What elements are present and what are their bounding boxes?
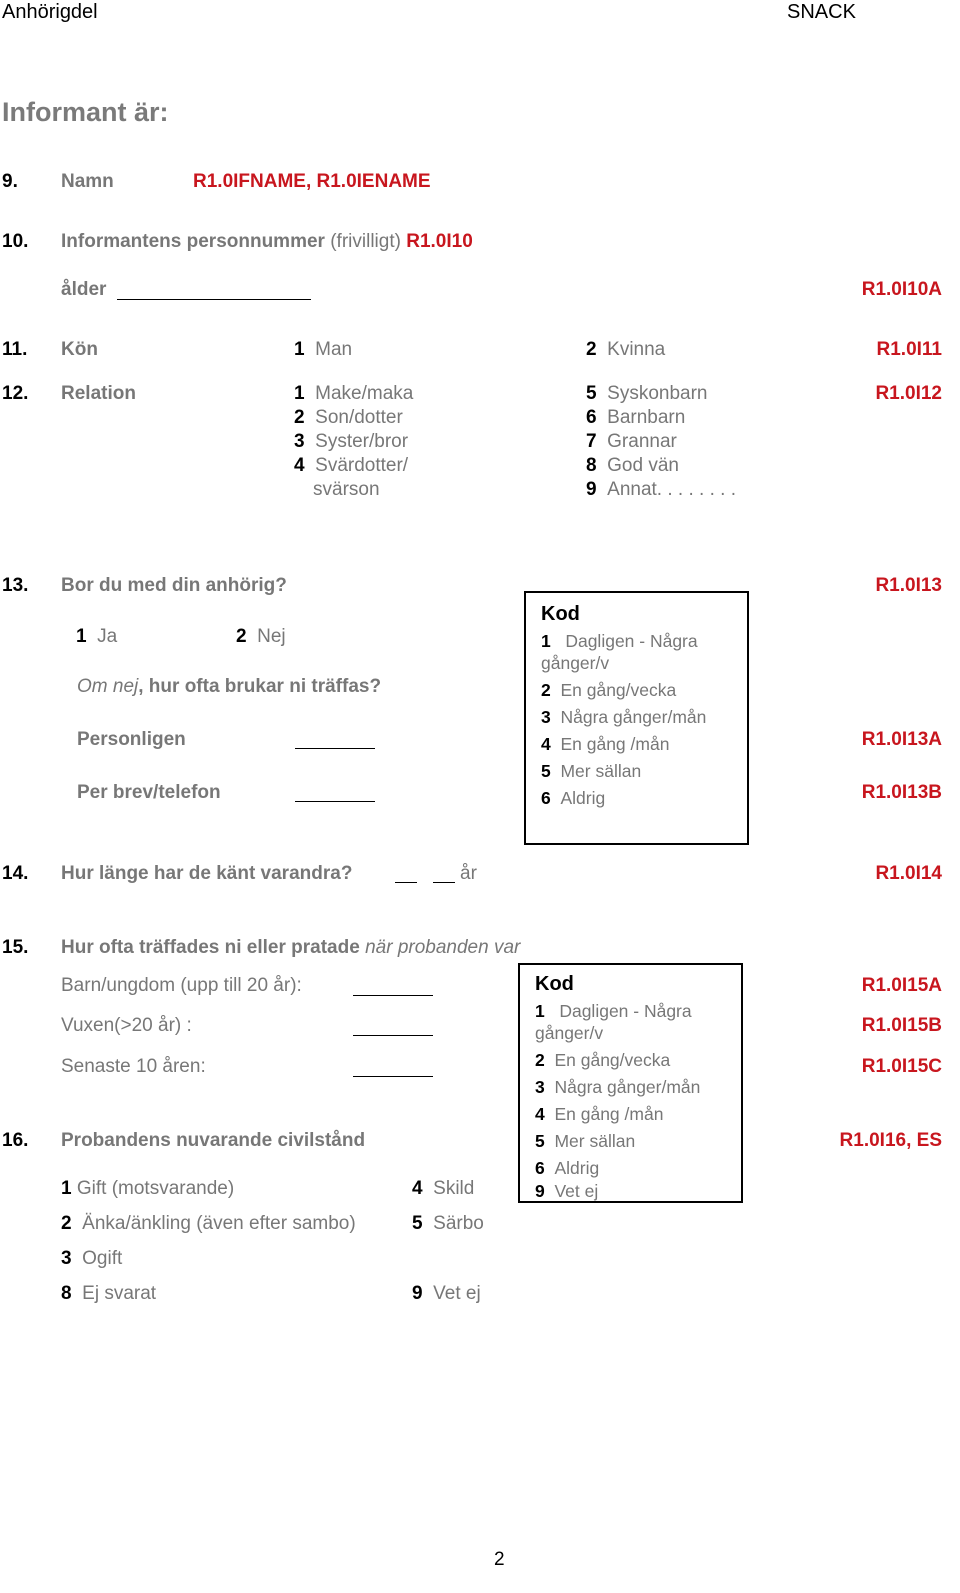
option-number: 8 (586, 455, 597, 476)
q11-code: R1.0I11 (876, 339, 942, 360)
q13-code: R1.0I13 (875, 575, 942, 596)
option-number: 1 (294, 339, 305, 360)
q15-label: Hur ofta träffades ni eller pratade (61, 937, 360, 958)
option-number: 1 (294, 383, 305, 404)
kod-number: 2 (541, 680, 551, 700)
q15-row-code: R1.0I15A (861, 975, 942, 996)
kod-number: 3 (535, 1077, 545, 1097)
q13-brev-code: R1.0I13B (861, 782, 942, 803)
kod-label: En gång /mån (560, 734, 670, 754)
q12-option[interactable] (294, 432, 408, 451)
option-label: Grannar (607, 431, 677, 452)
q14-number: 14. (2, 863, 29, 884)
q12-option[interactable] (586, 480, 736, 499)
option-label: Skild (433, 1178, 475, 1199)
q16-option[interactable] (412, 1284, 481, 1303)
q15-row-code: R1.0I15B (861, 1015, 942, 1036)
kod-item (541, 763, 641, 781)
q10-label: Informantens personnummer (61, 231, 325, 252)
kod-item (535, 1052, 670, 1070)
q12-number: 12. (2, 383, 29, 404)
kod-label: Dagligen - Några (559, 1001, 692, 1021)
option-label: Son/dotter (315, 407, 403, 428)
q13-number: 13. (2, 575, 29, 596)
kod-item (541, 736, 669, 754)
q10-age-field[interactable] (117, 299, 311, 300)
q13-brev-label: Per brev/telefon (77, 782, 221, 803)
q14-years-field-2[interactable] (433, 882, 455, 883)
option-number: 4 (412, 1178, 423, 1199)
kod-item-continuation: gånger/v (535, 1023, 604, 1043)
q12-option[interactable] (294, 384, 413, 403)
kod-item (535, 1160, 599, 1178)
kod-item (535, 1079, 700, 1097)
page-title: Informant är: (2, 97, 169, 127)
q16-option[interactable] (412, 1214, 484, 1233)
kod-label: Aldrig (560, 788, 606, 808)
page-number: 2 (494, 1549, 505, 1570)
kod-label: En gång /mån (554, 1104, 664, 1124)
option-number: 7 (586, 431, 597, 452)
option-number: 3 (294, 431, 305, 452)
option-label: Ej svarat (82, 1283, 157, 1304)
q10-number: 10. (2, 231, 29, 252)
kod-number: 6 (541, 788, 551, 808)
option-label: Nej (257, 626, 286, 647)
kod-number: 4 (541, 734, 551, 754)
kod-item (541, 682, 676, 700)
q11-option-man[interactable] (294, 340, 352, 359)
q13-option-ja[interactable] (76, 627, 117, 646)
kod-number: 1 (541, 631, 551, 651)
q15-row-field[interactable] (353, 1035, 433, 1036)
header-right: SNACK (787, 1, 856, 23)
q11-label: Kön (61, 339, 98, 360)
option-label: Kvinna (607, 339, 666, 360)
option-label: God vän (607, 455, 679, 476)
q16-label: Probandens nuvarande civilstånd (61, 1130, 366, 1151)
option-label: Änka/änkling (även efter sambo) (82, 1213, 356, 1234)
kod-label: Mer sällan (554, 1131, 636, 1151)
q15-label-italic: när probanden var (365, 937, 521, 958)
q16-option[interactable] (61, 1179, 234, 1198)
kod-item (541, 709, 706, 727)
option-label: Ja (97, 626, 118, 647)
option-number: 3 (61, 1248, 72, 1269)
q11-number: 11. (2, 339, 28, 360)
kod-item (541, 790, 605, 808)
q12-option[interactable] (586, 456, 679, 475)
q16-option[interactable] (61, 1284, 156, 1303)
kod-number: 4 (535, 1104, 545, 1124)
q16-code-suffix: ES (916, 1130, 942, 1151)
kod-label: En gång/vecka (554, 1050, 671, 1070)
option-label: Ogift (82, 1248, 123, 1269)
option-label: Gift (motsvarande) (76, 1178, 235, 1199)
q10-code: R1.0I10 (406, 231, 473, 252)
kod-item (541, 633, 698, 651)
kod-label: Några gånger/mån (554, 1077, 701, 1097)
q13-option-nej[interactable] (236, 627, 286, 646)
q14-years-field-1[interactable] (395, 882, 417, 883)
q15-row-code: R1.0I15C (861, 1056, 942, 1077)
q15-row-label: Senaste 10 åren: (61, 1056, 206, 1077)
q14-label: Hur länge har de känt varandra? (61, 863, 353, 884)
kod-item (535, 1106, 663, 1124)
q10-age-label: ålder (61, 279, 107, 300)
kod-item (535, 1183, 598, 1201)
option-number: 9 (412, 1283, 423, 1304)
q12-option[interactable] (294, 408, 403, 427)
q15-row-label: Barn/ungdom (upp till 20 år): (61, 975, 302, 996)
q15-row-field[interactable] (353, 1076, 433, 1077)
q15-row-label: Vuxen(>20 år) : (61, 1015, 192, 1036)
option-number: 8 (61, 1283, 72, 1304)
option-label: Syskonbarn (607, 383, 708, 404)
header-left: Anhörigdel (2, 1, 98, 23)
q10-label-line (61, 232, 473, 251)
q11-option-kvinna[interactable] (586, 340, 665, 359)
q13-personligen-field[interactable] (295, 748, 375, 749)
q16-code-line: R1.0I16, ES (839, 1130, 942, 1151)
q16-option[interactable] (61, 1214, 356, 1233)
option-label: Man (315, 339, 353, 360)
option-label: Särbo (433, 1213, 484, 1234)
q13-personligen-label: Personligen (77, 729, 186, 750)
kod-item (535, 1133, 635, 1151)
kod-label: Dagligen - Några (565, 631, 698, 651)
q13-brev-field[interactable] (295, 801, 375, 802)
q9-number: 9. (2, 171, 18, 192)
option-number: 5 (412, 1213, 423, 1234)
q10-note: (frivilligt) (330, 231, 401, 252)
q9-label: Namn (61, 171, 114, 192)
q16-code: R1.0I16 (839, 1130, 907, 1151)
kod-item-continuation: gånger/v (541, 653, 610, 673)
q12-option-continuation: svärson (313, 479, 380, 500)
option-number: 5 (586, 383, 597, 404)
q16-option[interactable] (412, 1179, 474, 1198)
q13-personligen-code: R1.0I13A (861, 729, 942, 750)
q14-code: R1.0I14 (875, 863, 942, 884)
q9-code: R1.0IFNAME, R1.0IENAME (193, 171, 431, 192)
kod-number: 2 (535, 1050, 545, 1070)
q16-number: 16. (2, 1130, 29, 1151)
option-number: 9 (586, 479, 597, 500)
q10-age-code: R1.0I10A (861, 279, 942, 300)
q12-label: Relation (61, 383, 136, 404)
kod-label: Mer sällan (560, 761, 642, 781)
option-number: 2 (61, 1213, 72, 1234)
q12-code: R1.0I12 (875, 383, 942, 404)
q14-unit: år (460, 863, 477, 884)
kod-box-2-title: Kod (535, 973, 574, 995)
option-number: 4 (294, 455, 305, 476)
q12-option[interactable] (586, 432, 677, 451)
kod-number: 5 (535, 1131, 545, 1151)
q15-row-field[interactable] (353, 995, 433, 996)
option-label: Make/maka (315, 383, 414, 404)
kod-label: Några gånger/mån (560, 707, 707, 727)
kod-number: 6 (535, 1158, 545, 1178)
option-number: 2 (236, 626, 247, 647)
option-number: 2 (586, 339, 597, 360)
kod-item (535, 1003, 692, 1021)
kod-label: Vet ej (554, 1181, 599, 1201)
option-label: Barnbarn (607, 407, 686, 428)
option-number: 6 (586, 407, 597, 428)
option-number: 1 (76, 626, 87, 647)
option-number: 1 (61, 1178, 72, 1199)
followup-text: , hur ofta brukar ni träffas? (138, 676, 382, 697)
q13-followup (77, 677, 381, 696)
q13-label: Bor du med din anhörig? (61, 575, 287, 596)
kod-number: 9 (535, 1181, 545, 1201)
kod-number: 1 (535, 1001, 545, 1021)
option-label: Annat. . . . . . . . (607, 479, 736, 500)
option-label: Syster/bror (315, 431, 409, 452)
q15-number: 15. (2, 937, 29, 958)
q12-option[interactable] (586, 408, 685, 427)
q12-option[interactable] (294, 456, 408, 475)
option-label: Svärdotter/ (315, 455, 409, 476)
kod-number: 5 (541, 761, 551, 781)
option-label: Vet ej (433, 1283, 481, 1304)
kod-label: Aldrig (554, 1158, 600, 1178)
q16-option[interactable] (61, 1249, 122, 1268)
kod-label: En gång/vecka (560, 680, 677, 700)
option-number: 2 (294, 407, 305, 428)
q15-label-line (61, 938, 520, 957)
followup-italic: Om nej (77, 676, 139, 697)
kod-number: 3 (541, 707, 551, 727)
kod-box-1-title: Kod (541, 603, 580, 625)
q12-option[interactable] (586, 384, 707, 403)
